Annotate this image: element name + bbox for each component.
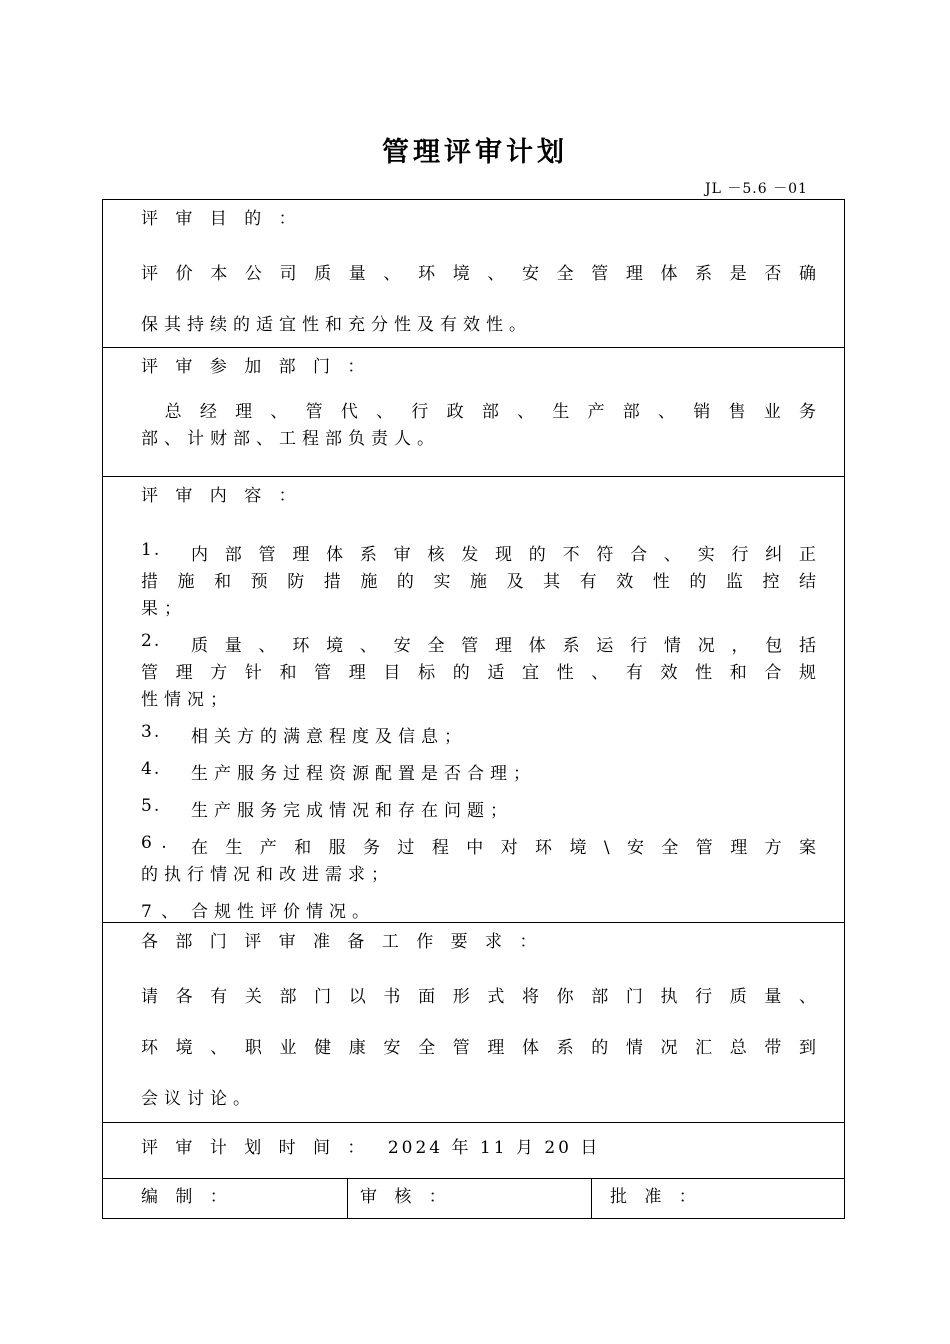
content-label: 评 审 内 容 ： <box>141 486 302 506</box>
content-item-4: 4. 生产服务过程资源配置是否合理； <box>141 759 536 784</box>
review-plan-form <box>102 199 845 1219</box>
content-item-1-line-2: 措施和预防措施的实施及其有效性的监控结 <box>141 572 823 592</box>
preparation-section <box>103 923 845 1123</box>
approved-by-cell[interactable] <box>592 1179 845 1219</box>
content-item-6: 6 . 在生产和服务过程中对环境\安全管理方案 <box>141 833 823 858</box>
document-number: JL －5.6 －01 <box>705 181 808 197</box>
content-item-2-line-3: 性情况； <box>141 690 233 710</box>
content-item-2-line-2: 管理方针和管理目标的适宜性、有效性和合规 <box>141 663 823 683</box>
preparation-line-2: 环境、职业健康安全管理体系的情况汇总带到 <box>141 1038 823 1058</box>
departments-line-1: 总经理、管代、行政部、生产部、销售业务 <box>141 402 823 422</box>
purpose-line-2: 保其持续的适宜性和充分性及有效性。 <box>141 315 532 335</box>
content-item-6-line-2: 的执行情况和改进需求； <box>141 865 394 885</box>
approved-by-label: 批 准 ： <box>610 1187 702 1207</box>
prepared-by-cell[interactable] <box>103 1179 348 1219</box>
content-item-7: 7 、 合规性评价情况。 <box>141 902 375 922</box>
departments-section <box>103 348 845 477</box>
content-item-2: 2. 质量、环境、安全管理体系运行情况，包括 <box>141 631 823 656</box>
purpose-label: 评 审 目 的 ： <box>141 209 302 229</box>
schedule-label: 评 审 计 划 时 间 ： <box>141 1138 371 1158</box>
preparation-line-1: 请各有关部门以书面形式将你部门执行质量、 <box>141 987 823 1007</box>
content-item-1: 1. 内部管理体系审核发现的不符合、实行纠正 <box>141 540 823 565</box>
schedule-date: 2024 年 11 月 20 日 <box>387 1138 601 1158</box>
signoff-row <box>103 1179 845 1219</box>
schedule-section <box>103 1123 845 1179</box>
purpose-line-1: 评价本公司质量、环境、安全管理体系是否确 <box>141 264 823 284</box>
content-item-5: 5. 生产服务完成情况和存在问题； <box>141 796 513 821</box>
page-title: 管理评审计划 <box>382 137 568 168</box>
preparation-label: 各 部 门 评 审 准 备 工 作 要 求 ： <box>141 932 543 952</box>
reviewed-by-cell[interactable] <box>348 1179 592 1219</box>
departments-label: 评 审 参 加 部 门 ： <box>141 357 371 377</box>
content-item-1-line-3: 果； <box>141 599 187 619</box>
departments-line-2: 部、计财部、工程部负责人。 <box>141 429 440 449</box>
content-section <box>103 477 845 923</box>
prepared-by-label: 编 制 ： <box>141 1187 233 1207</box>
purpose-section <box>103 200 845 348</box>
preparation-line-3: 会议讨论。 <box>141 1089 256 1109</box>
reviewed-by-label: 审 核 ： <box>360 1187 452 1207</box>
content-item-3: 3. 相关方的满意程度及信息； <box>141 722 467 747</box>
